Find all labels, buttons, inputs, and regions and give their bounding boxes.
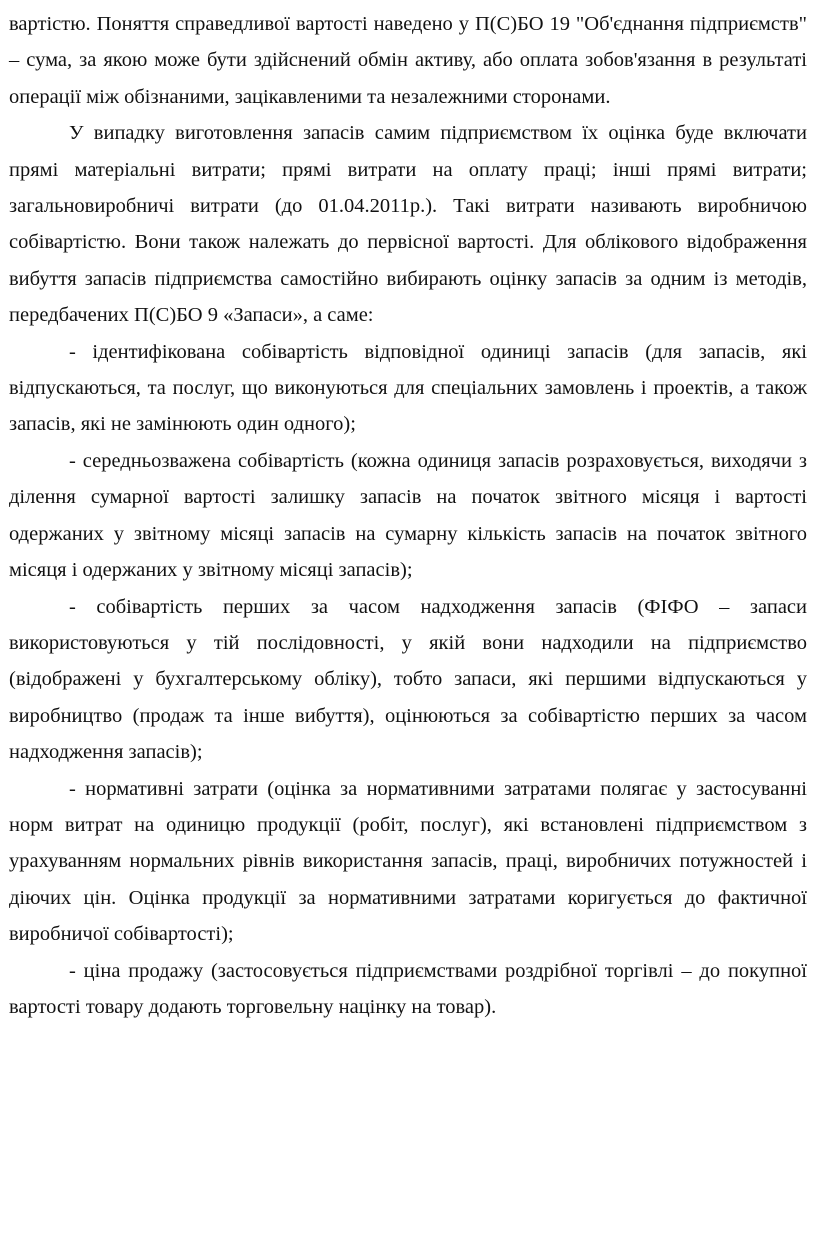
list-item-sale-price: - ціна продажу (застосовується підприємствами роздрібної торгівлі – до покупної вартості товару додають торговельну націнку на товар). bbox=[9, 959, 807, 1018]
list-item-standard-costs: - нормативні затрати (оцінка за нормативними затратами полягає у застосуванні норм витрат на одиницю продукції (робіт, послуг), які встановлені підприємством з урахуванням нормальних рівнів використання запасів, праці, виробничих потужностей і діючих цін. Оцінка продукції за нормативними затратами коригується до фактичної виробничої собівартості); bbox=[9, 777, 807, 946]
paragraph-production-cost: У випадку виготовлення запасів самим підприємством їх оцінка буде включати прямі матеріальні витрати; прямі витрати на оплату праці; інші прямі витрати; загальновиробничі витрати (до 01.04.2011р.). Такі витрати називають виробничою собівартістю. Вони також належать до первісної вартості. Для облікового відображення вибуття запасів підприємства самостійно вибирають оцінку запасів за одним із методів, передбачених П(С)БО 9 «Запаси», а саме: bbox=[9, 122, 807, 327]
list-item-identified-cost: - ідентифікована собівартість відповідної одиниці запасів (для запасів, які відпускаються, та послуг, що виконуються для спеціальних замовлень і проектів, а також запасів, які не замінюють один одного); bbox=[9, 340, 807, 436]
paragraph-fair-value-continuation: вартістю. Поняття справедливої вартості наведено у П(С)БО 19 "Об'єднання підприємств" – сума, за якою може бути здійснений обмін активу, або оплата зобов'язання в результаті операції між обізнаними, зацікавленими та незалежними сторонами. bbox=[9, 13, 807, 108]
list-item-weighted-average: - середньозважена собівартість (кожна одиниця запасів розраховується, виходячи з ділення сумарної вартості залишку запасів на початок звітного місяця і вартості одержаних у звітному місяці запасів на сумарну кількість запасів на початок звітного місяця і одержаних у звітному місяці запасів); bbox=[9, 449, 807, 582]
list-item-fifo: - собівартість перших за часом надходження запасів (ФІФО – запаси використовуються у тій послідовності, у якій вони надходили на підприємство (відображені у бухгалтерському обліку), тобто запаси, які першими відпускаються у виробництво (продаж та інше вибуття), оцінюються за собівартістю перших за часом надходження запасів); bbox=[9, 595, 807, 764]
